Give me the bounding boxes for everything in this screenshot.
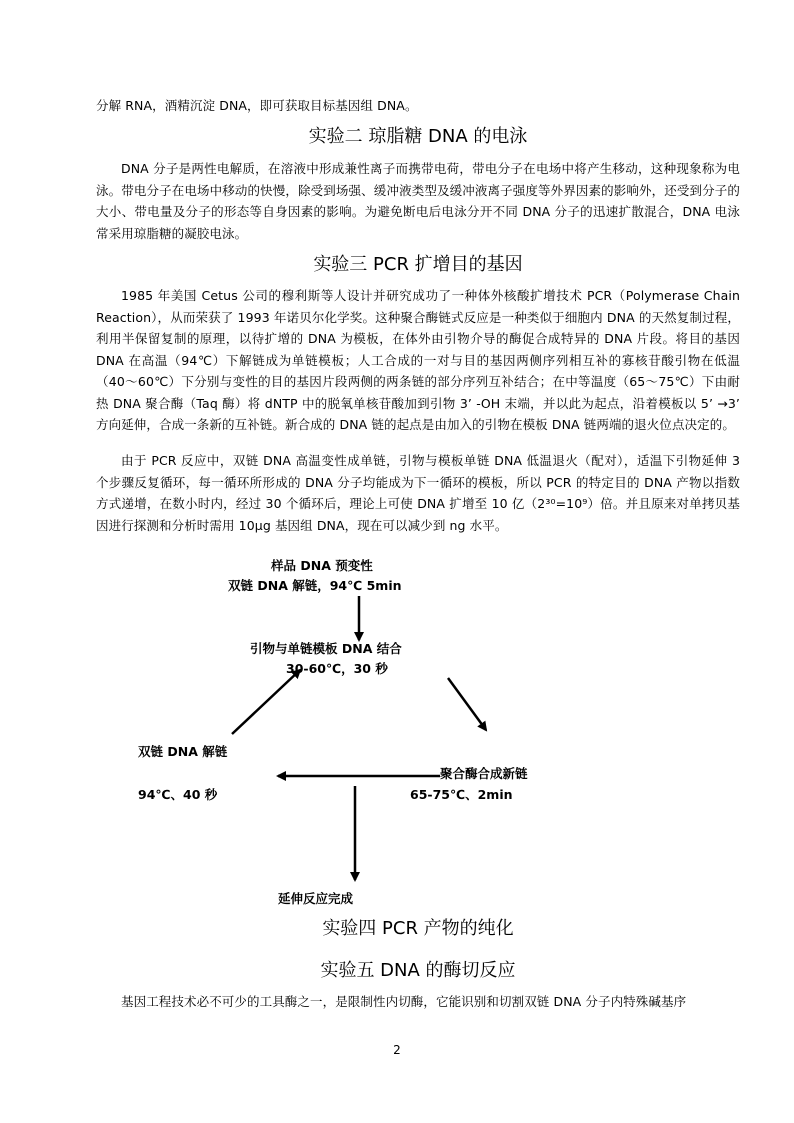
arrow-anneal-to-extend	[448, 678, 486, 730]
diagram-extend-label-2: 65-75℃、2min	[410, 787, 513, 802]
diagram-denature-label-1: 双链 DNA 解链	[138, 744, 228, 759]
arrow-denature-to-anneal	[232, 670, 300, 734]
pcr-cycle-arrows	[0, 548, 794, 918]
diagram-start-label-2: 双链 DNA 解链，94℃ 5min	[228, 578, 402, 593]
diagram-anneal-label-2: 30-60℃，30 秒	[286, 661, 388, 676]
heading-experiment-2: 实验二 琼脂糖 DNA 的电泳	[308, 126, 528, 147]
diagram-denature-label-2: 94℃、40 秒	[138, 787, 218, 802]
pcr-cycle-diagram	[0, 548, 794, 918]
experiment-5-paragraph: 基因工程技术必不可少的工具酶之一，是限制性内切酶，它能识别和切割双链 DNA 分子内特殊碱基序	[121, 994, 687, 1009]
diagram-start-label-1: 样品 DNA 预变性	[271, 558, 373, 573]
diagram-end-label: 延伸反应完成	[278, 891, 354, 906]
diagram-extend-label-1: 聚合酶合成新链	[440, 766, 528, 781]
page-number: 2	[393, 1043, 401, 1057]
heading-experiment-5: 实验五 DNA 的酶切反应	[320, 960, 516, 981]
experiment-3-paragraph-1: 1985 年美国 Cetus 公司的穆利斯等人设计并研究成功了一种体外核酸扩增技术 PCR（Polymerase Chain Reaction），从而荣获了 1993 年诺贝尔化学奖。这种聚合酶链式反应是一种类似于细胞内 DNA 的天然复制过程，利用半保留复制的原理，以待扩增的 DNA 为模板，在体外由引物介导的酶促合成特异的 DNA 片段。将目的基因 DNA 在高温（94℃）下解链成为单链模板；人工合成的一对与目的基因两侧序列相互补的寡核苷酸引物在低温（40～60℃）下分别与变性的目的基因片段两侧的两条链的部分序列互补结合；在中等温度（65～75℃）下由耐热 DNA 聚合酶（Taq 酶）将 dNTP 中的脱氧单核苷酸加到引物 3’ -OH 末端，并以此为起点，沿着模板以 5’ →3’ 方向延伸，合成一条新的互补链。新合成的 DNA 链的起点是由加入的引物在模板 DNA 链两端的退火位点决定的。	[96, 288, 740, 432]
heading-experiment-3: 实验三 PCR 扩增目的基因	[313, 254, 523, 275]
intro-tail-paragraph: 分解 RNA，酒精沉淀 DNA，即可获取目标基因组 DNA。	[96, 98, 418, 113]
diagram-anneal-label-1: 引物与单链模板 DNA 结合	[250, 641, 402, 656]
experiment-3-paragraph-2: 由于 PCR 反应中，双链 DNA 高温变性成单链，引物与模板单链 DNA 低温退火（配对），适温下引物延伸 3 个步骤反复循环，每一循环所形成的 DNA 分子均能成为下一循环的模板，所以 PCR 的特定目的 DNA 产物以指数方式递增，在数小时内，经过 30 个循环后，理论上可使 DNA 扩增至 10 亿（2³⁰=10⁹）倍。并且原来对单拷贝基因进行探测和分析时需用 10μg 基因组 DNA，现在可以减少到 ng 水平。	[96, 453, 740, 533]
experiment-2-paragraph: DNA 分子是两性电解质，在溶液中形成兼性离子而携带电荷，带电分子在电场中将产生移动，这种现象称为电泳。带电分子在电场中移动的快慢，除受到场强、缓冲液类型及缓冲液离子强度等外界因素的影响外，还受到分子的大小、带电量及分子的形态等自身因素的影响。为避免断电后电泳分开不同 DNA 分子的迅速扩散混合，DNA 电泳常采用琼脂糖的凝胶电泳。	[96, 161, 740, 241]
heading-experiment-4: 实验四 PCR 产物的纯化	[322, 918, 514, 939]
